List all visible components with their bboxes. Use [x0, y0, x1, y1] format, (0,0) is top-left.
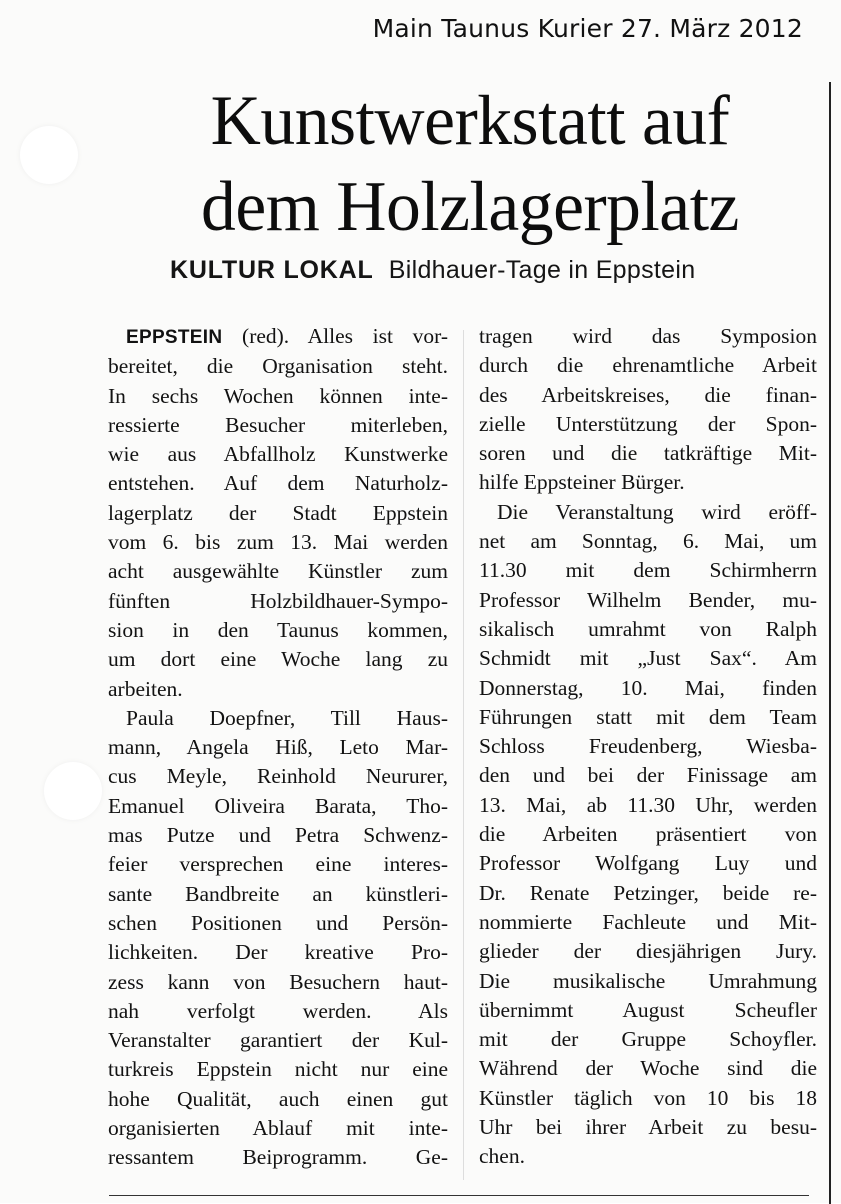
article-line: Schloss Freudenberg, Wiesba- — [479, 734, 817, 759]
article-line: 13. Mai, ab 11.30 Uhr, werden — [479, 792, 817, 817]
article-line: acht ausgewählte Künstler zum — [108, 559, 448, 584]
article-line: EPPSTEIN (red). Alles ist vor- — [126, 324, 449, 348]
article-line: um dort eine Woche lang zu — [108, 647, 448, 672]
article-line: nommierte Fachleute und Mit- — [479, 909, 817, 934]
article-line: entstehen. Auf dem Naturholz- — [108, 471, 448, 496]
article-line: mann, Angela Hiß, Leto Mar- — [108, 735, 448, 760]
article-line: des Arbeitskreises, die finan- — [479, 382, 817, 407]
article-line: zielle Unterstützung der Spon- — [479, 411, 817, 436]
article-line: feier versprechen eine interes- — [108, 852, 448, 877]
headline-line-1: Kunstwerkstatt auf — [210, 82, 730, 160]
article-line: Dr. Renate Petzinger, beide re- — [479, 880, 817, 905]
article-line: bereitet, die Organisation steht. — [108, 354, 448, 379]
article-line: mit der Gruppe Schoyfler. — [479, 1027, 817, 1052]
bottom-rule — [109, 1195, 809, 1196]
article-line: wie aus Abfallholz Kunstwerke — [108, 442, 448, 467]
article-line: sante Bandbreite an künstleri- — [108, 881, 448, 906]
article-column-right — [479, 322, 817, 1172]
article-line: chen. — [479, 1144, 525, 1169]
article-line: Die Veranstaltung wird eröff- — [497, 499, 817, 524]
article-line: glieder der diesjährigen Jury. — [479, 939, 817, 964]
article-line: arbeiten. — [108, 676, 183, 701]
article-line: die Arbeiten präsentiert von — [479, 822, 817, 847]
article-line: In sechs Wochen können inte- — [108, 383, 448, 408]
article-line: hilfe Eppsteiner Bürger. — [479, 470, 685, 495]
punch-hole — [20, 126, 78, 184]
article-line: turkreis Eppstein nicht nur eine — [108, 1057, 448, 1082]
kicker-subtitle: Bildhauer-Tage in Eppstein — [388, 256, 696, 284]
article-line: ressierte Besucher miterleben, — [108, 412, 448, 437]
page-edge-rule — [829, 82, 831, 1204]
article-line: Veranstalter garantiert der Kul- — [108, 1028, 448, 1053]
article-line: sikalisch umrahmt von Ralph — [479, 616, 817, 641]
article-line: schen Positionen und Persön- — [108, 910, 448, 935]
article-line: organisierten Ablauf mit inte- — [108, 1116, 448, 1141]
article-line: übernimmt August Scheufler — [479, 997, 817, 1022]
article-line: lichkeiten. Der kreative Pro- — [108, 940, 448, 965]
article-line: Die musikalische Umrahmung — [479, 968, 817, 993]
article-line: Uhr bei ihrer Arbeit zu besu- — [479, 1115, 817, 1140]
article-line: fünften Holzbildhauer-Sympo- — [108, 588, 448, 613]
kicker-rubric: KULTUR LOKAL — [170, 256, 374, 284]
headline-line-2: dem Holzlagerplatz — [201, 168, 739, 246]
article-line: nah verfolgt werden. Als — [108, 998, 448, 1023]
article-line: ressantem Beiprogramm. Ge- — [108, 1145, 448, 1170]
headline — [156, 78, 783, 250]
article-line: 11.30 mit dem Schirmherrn — [479, 558, 817, 583]
article-line: soren und die tatkräftige Mit- — [479, 441, 817, 466]
article-line: den und bei der Finissage am — [479, 763, 817, 788]
article-line: hohe Qualität, auch einen gut — [108, 1086, 448, 1111]
article-line: vom 6. bis zum 13. Mai werden — [108, 530, 448, 555]
article-line: Emanuel Oliveira Barata, Tho- — [108, 793, 448, 818]
article-line: Paula Doepfner, Till Haus- — [126, 705, 448, 730]
article-line: Professor Wilhelm Bender, mu- — [479, 587, 817, 612]
article-line: Schmidt mit „Just Sax“. Am — [479, 646, 817, 671]
article-line: Künstler täglich von 10 bis 18 — [479, 1085, 817, 1110]
article-line: Donnerstag, 10. Mai, finden — [479, 675, 817, 700]
column-divider — [463, 330, 464, 1180]
article-line: lagerplatz der Stadt Eppstein — [108, 500, 448, 525]
article-line: cus Meyle, Reinhold Neururer, — [108, 764, 448, 789]
dateline: EPPSTEIN — [126, 327, 223, 348]
article-line: mas Putze und Petra Schwenz- — [108, 823, 448, 848]
article-column-left — [108, 322, 448, 1173]
article-line: tragen wird das Symposion — [479, 324, 817, 348]
article-line: Professor Wolfgang Luy und — [479, 851, 817, 876]
article-line: net am Sonntag, 6. Mai, um — [479, 529, 817, 554]
article-line: zess kann von Besuchern haut- — [108, 969, 448, 994]
article-line: Führungen statt mit dem Team — [479, 704, 817, 729]
kicker — [170, 256, 695, 285]
article-line: durch die ehrenamtliche Arbeit — [479, 353, 817, 378]
source-caption: Main Taunus Kurier 27. März 2012 — [372, 14, 803, 43]
punch-hole — [44, 762, 102, 820]
article-line: Während der Woche sind die — [479, 1056, 817, 1081]
article-line: sion in den Taunus kommen, — [108, 617, 448, 642]
